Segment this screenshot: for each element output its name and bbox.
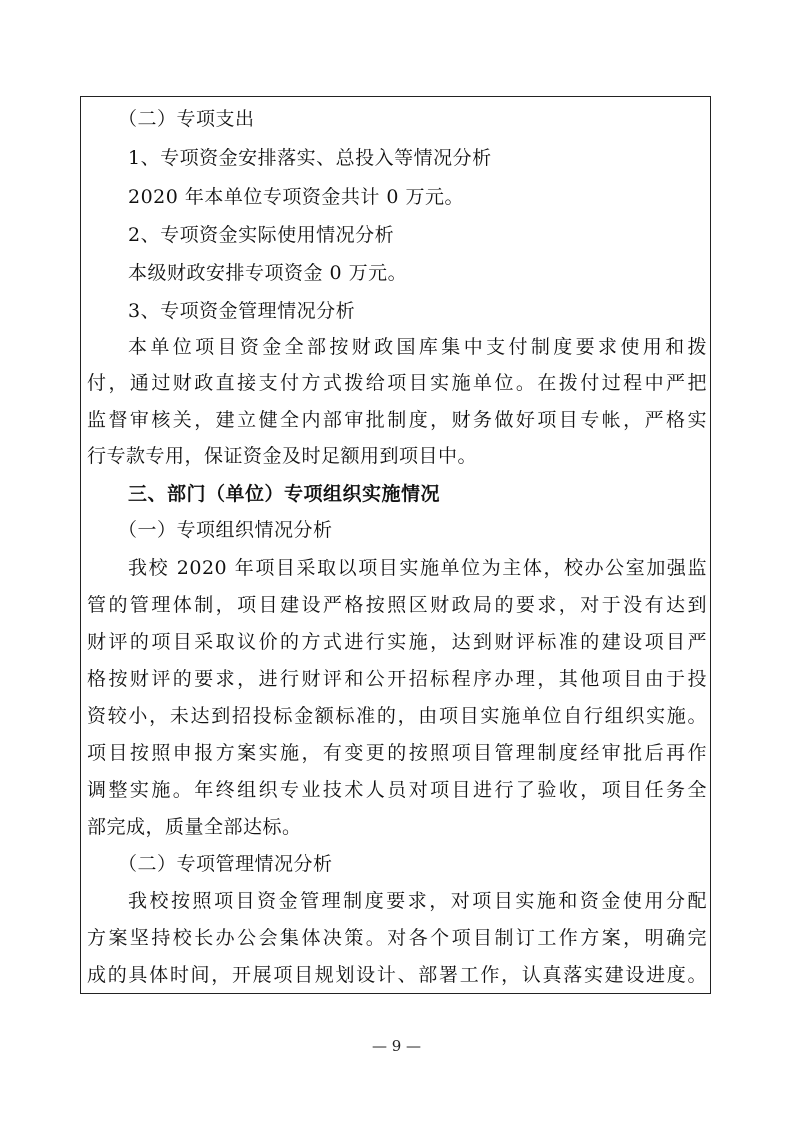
paragraph-line: 监督审核关，建立健全内部审批制度，财务做好项目专帐，严格实 (87, 409, 707, 431)
subheading: 1、专项资金安排落实、总投入等情况分析 (128, 147, 492, 169)
paragraph-line: 2020 年本单位专项资金共计 0 万元。 (128, 186, 465, 208)
paragraph-line: 资较小，未达到招投标金额标准的，由项目实施单位自行组织实施。 (87, 705, 707, 727)
section-heading: 三、部门（单位）专项组织实施情况 (128, 483, 441, 505)
paragraph-line: 付，通过财政直接支付方式拨给项目实施单位。在拨付过程中严把 (87, 372, 707, 394)
subheading: 3、专项资金管理情况分析 (128, 300, 356, 322)
paragraph-line: 行专款专用，保证资金及时足额用到项目中。 (87, 445, 478, 467)
subheading: 2、专项资金实际使用情况分析 (128, 224, 395, 246)
subsection-heading: （二）专项支出 (118, 108, 255, 130)
paragraph-line: 我校按照项目资金管理制度要求，对项目实施和资金使用分配 (128, 890, 707, 912)
subsection-heading: （一）专项组织情况分析 (118, 519, 333, 541)
paragraph-line: 部完成，质量全部达标。 (87, 816, 302, 838)
paragraph-line: 项目按照申报方案实施，有变更的按照项目管理制度经审批后再作 (87, 742, 707, 764)
paragraph-line: 方案坚持校长办公会集体决策。对各个项目制订工作方案，明确完 (87, 927, 707, 949)
paragraph-line: 我校 2020 年项目采取以项目实施单位为主体，校办公室加强监 (128, 557, 707, 579)
paragraph-line: 成的具体时间，开展项目规划设计、部署工作，认真落实建设进度。 (87, 964, 707, 986)
subsection-heading: （二）专项管理情况分析 (118, 853, 333, 875)
paragraph-line: 调整实施。年终组织专业技术人员对项目进行了验收，项目任务全 (87, 779, 707, 801)
paragraph-line: 本单位项目资金全部按财政国库集中支付制度要求使用和拨 (128, 336, 707, 358)
paragraph-line: 财评的项目采取议价的方式进行实施，达到财评标准的建设项目严 (87, 631, 707, 653)
paragraph-line: 管的管理体制，项目建设严格按照区财政局的要求，对于没有达到 (87, 594, 707, 616)
page-number: — 9 — (371, 1037, 422, 1055)
paragraph-line: 格按财评的要求，进行财评和公开招标程序办理，其他项目由于投 (87, 668, 707, 690)
paragraph-line: 本级财政安排专项资金 0 万元。 (128, 262, 408, 284)
